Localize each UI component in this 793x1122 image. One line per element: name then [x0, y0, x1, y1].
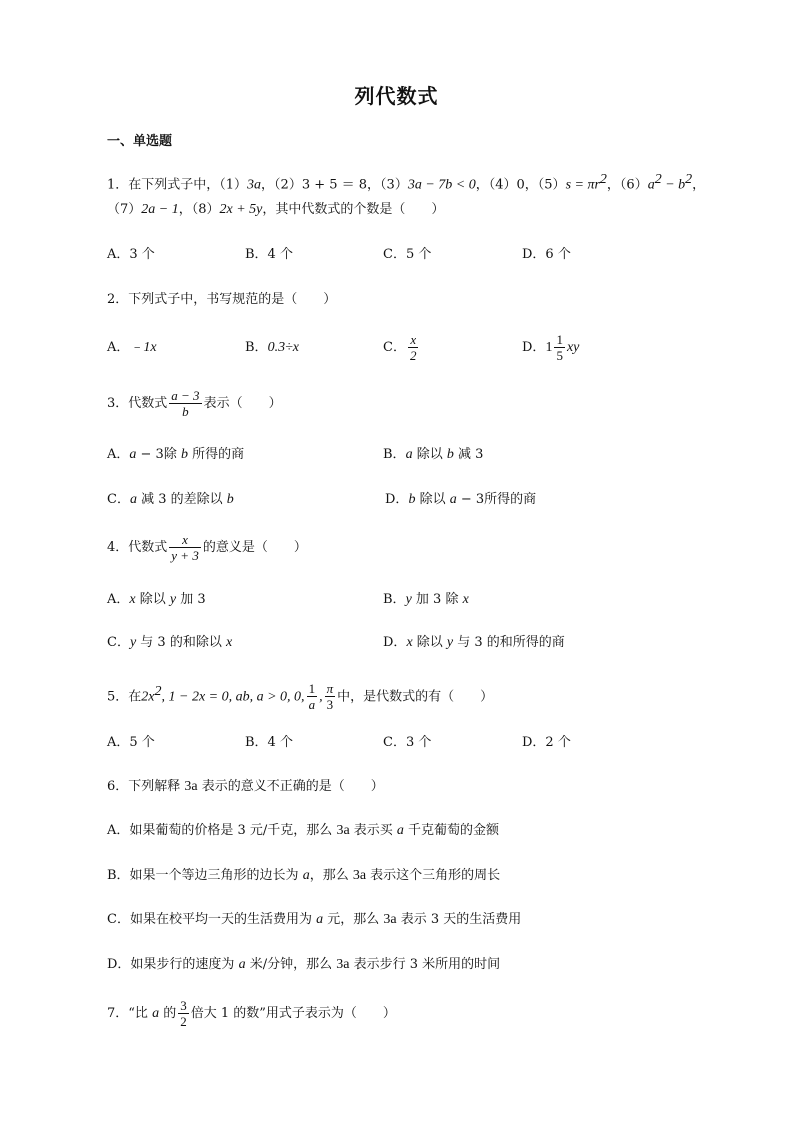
- math-expr: a: [316, 912, 324, 927]
- option-text: − 3除: [136, 447, 181, 462]
- math-expr: b: [180, 447, 188, 462]
- math-expr: a: [396, 823, 404, 838]
- math-expr: 3a: [383, 912, 397, 927]
- option-text: 表示 3 天的生活费用: [396, 912, 522, 927]
- q4-option-c[interactable]: [107, 633, 232, 653]
- question-1-text: ，（4）0，（5）: [475, 177, 566, 193]
- option-text: 除以: [412, 447, 447, 462]
- fraction-denominator: b: [182, 404, 189, 419]
- exponent: 2: [154, 684, 162, 699]
- exponent: 2: [654, 172, 662, 187]
- question-5-text: 5．在: [107, 689, 142, 705]
- fraction-denominator: a: [308, 697, 316, 713]
- question-1-text: ，（6）: [606, 177, 648, 193]
- q3-option-a[interactable]: [107, 445, 244, 465]
- q2-option-c[interactable]: [383, 330, 420, 366]
- math-expr: s = πr: [565, 177, 600, 193]
- option-text: 千克葡萄的金额: [403, 823, 500, 838]
- math-expr: a: [129, 492, 137, 507]
- option-text: 除以: [135, 592, 170, 607]
- option-label: D．: [522, 340, 546, 355]
- math-expr: a: [405, 447, 413, 462]
- fraction-numerator: π: [326, 681, 334, 697]
- question-1-line-2: [107, 200, 444, 220]
- q6-option-a[interactable]: [107, 821, 499, 841]
- question-5-text: 中，是代数式的有（ ）: [337, 689, 494, 705]
- math-expr: 3a: [247, 177, 262, 193]
- math-expr: b: [408, 492, 416, 507]
- option-label: B．: [383, 447, 406, 462]
- option-text: 表示这个三角形的周长: [366, 868, 501, 883]
- question-7-text: 倍大 1 的数”用式子表示为（ ）: [190, 1006, 396, 1021]
- question-1-text: ，: [692, 177, 706, 193]
- math-expr: 0.3÷x: [267, 340, 299, 355]
- option-text: 元，那么: [323, 912, 384, 927]
- math-expr: y: [169, 592, 177, 607]
- option-text: 除以: [412, 635, 447, 650]
- math-expr: 3a: [336, 957, 350, 972]
- question-5-stem: [107, 674, 493, 715]
- math-expr: y: [405, 592, 412, 607]
- math-expr: b: [226, 492, 234, 507]
- math-expr: ﹣1x: [129, 340, 157, 355]
- q1-option-a[interactable]: A．3 个: [107, 247, 155, 262]
- option-text: 除以: [415, 492, 450, 507]
- option-text: 与 3 的和所得的商: [453, 635, 565, 650]
- option-label: C．: [107, 635, 130, 650]
- math-expr: 2x: [141, 689, 155, 705]
- math-expr: 2a − 1: [141, 202, 179, 217]
- option-label: B．: [245, 340, 268, 355]
- option-text: B．如果一个等边三角形的边长为: [107, 868, 303, 883]
- q5-option-c[interactable]: C．3 个: [383, 735, 432, 750]
- fraction: [408, 332, 419, 363]
- math-expr: xy: [566, 340, 580, 355]
- mixed-number-whole: 1: [545, 340, 553, 355]
- q4-option-b[interactable]: [383, 590, 469, 610]
- option-label: C．: [383, 340, 406, 355]
- exponent: 2: [599, 172, 607, 187]
- math-expr: x: [225, 635, 233, 650]
- math-expr: y: [446, 635, 454, 650]
- fraction-numerator: 3: [180, 998, 187, 1013]
- option-text: 米/分钟，那么: [245, 957, 337, 972]
- q4-option-d[interactable]: [383, 633, 565, 653]
- fraction: [554, 332, 565, 363]
- q6-option-c[interactable]: [107, 910, 521, 930]
- q5-option-b[interactable]: B．4 个: [245, 735, 293, 750]
- option-label: A．: [107, 592, 130, 607]
- q5-option-d[interactable]: D．2 个: [522, 735, 571, 750]
- math-expr: a: [302, 868, 310, 883]
- fraction-numerator: x: [408, 332, 419, 348]
- option-label: B．: [383, 592, 406, 607]
- option-label: D．: [383, 635, 407, 650]
- question-1-line-1: [107, 170, 705, 195]
- math-expr: − b: [661, 177, 686, 193]
- question-3-text: 3．代数式: [107, 396, 168, 411]
- q1-option-c[interactable]: C．5 个: [383, 247, 432, 262]
- option-label: A．: [107, 340, 130, 355]
- math-expr: 3a − 7b < 0: [407, 177, 476, 193]
- option-text: 表示买: [349, 823, 397, 838]
- option-text: 加 3 除: [411, 592, 463, 607]
- math-expr: a: [238, 957, 246, 972]
- fraction: [178, 998, 189, 1029]
- math-expr: x: [129, 592, 136, 607]
- math-expr: x: [406, 635, 413, 650]
- question-3-text: 表示（ ）: [203, 396, 282, 411]
- q2-option-a[interactable]: [107, 338, 157, 358]
- fraction: [169, 388, 201, 419]
- option-text: 加 3: [176, 592, 206, 607]
- question-4-text: 的意义是（ ）: [202, 540, 307, 555]
- question-1-prefix: 1．在下列式子中，（1）: [107, 177, 248, 193]
- option-text: 与 3 的和除以: [136, 635, 226, 650]
- q1-option-d[interactable]: D．6 个: [522, 247, 571, 262]
- q2-option-b[interactable]: [245, 338, 299, 358]
- fraction-denominator: 2: [409, 348, 417, 363]
- question-7-text: 的: [159, 1006, 177, 1021]
- fraction: [307, 681, 318, 712]
- q2-option-d[interactable]: [522, 330, 579, 366]
- question-1-text: ，（8）: [178, 202, 220, 217]
- question-3-stem: [107, 386, 282, 422]
- option-label: C．: [107, 492, 130, 507]
- math-expr: b: [446, 447, 454, 462]
- option-text: A．如果葡萄的价格是 3 元/千克，那么: [107, 823, 337, 838]
- math-expr: , 1 − 2x = 0, ab, a > 0, 0,: [161, 689, 305, 705]
- fraction: [169, 532, 201, 563]
- option-text: D．如果步行的速度为: [107, 957, 239, 972]
- math-expr: 3a: [184, 779, 198, 794]
- q6-option-d[interactable]: [107, 955, 500, 975]
- question-6-text: 表示的意义不正确的是（ ）: [197, 779, 384, 794]
- section-heading: 一、单选题: [107, 134, 173, 149]
- question-4-text: 4．代数式: [107, 540, 168, 555]
- fraction-denominator: 3: [326, 697, 334, 713]
- fraction-denominator: 5: [556, 348, 563, 363]
- fraction-numerator: x: [169, 532, 201, 548]
- option-text: 表示步行 3 米所用的时间: [349, 957, 501, 972]
- option-text: 所得的商: [187, 447, 245, 462]
- math-expr: a: [449, 492, 457, 507]
- math-expr: 2x + 5y: [219, 202, 263, 217]
- exponent: 2: [685, 172, 693, 187]
- math-expr: 3a: [352, 868, 367, 883]
- q4-option-a[interactable]: [107, 590, 206, 610]
- option-label: D．: [385, 492, 409, 507]
- question-7-stem: [107, 996, 396, 1032]
- q3-option-c[interactable]: [107, 490, 234, 510]
- option-text: 减 3 的差除以: [136, 492, 227, 507]
- math-expr: a: [152, 1006, 160, 1021]
- q3-option-b[interactable]: [383, 445, 483, 465]
- fraction-numerator: 1: [556, 332, 563, 347]
- fraction: [325, 681, 336, 712]
- option-text: ，那么: [309, 868, 353, 883]
- question-1-text: （7）: [107, 202, 142, 217]
- fraction-numerator: a − 3: [171, 388, 200, 403]
- math-expr: y: [129, 635, 137, 650]
- question-1-text: ，（2）3 + 5 ＝ 8，（3）: [261, 177, 408, 193]
- page-title: 列代数式: [354, 84, 439, 108]
- q1-option-b[interactable]: B．4 个: [245, 247, 293, 262]
- question-4-stem: [107, 530, 307, 566]
- fraction-numerator: 1: [308, 681, 316, 697]
- question-1-text: ，其中代数式的个数是（ ）: [262, 202, 445, 217]
- math-expr: a: [647, 177, 655, 193]
- option-text: − 3所得的商: [456, 492, 537, 507]
- q3-option-d[interactable]: [385, 490, 536, 510]
- math-expr: x: [462, 592, 469, 607]
- math-expr: ,: [319, 689, 323, 705]
- question-6-text: 6．下列解释: [107, 779, 185, 794]
- option-text: 减 3: [453, 447, 484, 462]
- q5-option-a[interactable]: A．5 个: [107, 735, 155, 750]
- q6-option-b[interactable]: [107, 866, 500, 886]
- math-expr: 3a: [336, 823, 350, 838]
- math-expr: a: [129, 447, 137, 462]
- fraction-denominator: y + 3: [171, 548, 199, 563]
- question-6-stem: [107, 777, 384, 797]
- question-2-stem: 2．下列式子中，书写规范的是（ ）: [107, 292, 337, 307]
- question-7-text: 7．“比: [107, 1006, 153, 1021]
- fraction-denominator: 2: [180, 1014, 187, 1029]
- option-text: C．如果在校平均一天的生活费用为: [107, 912, 317, 927]
- option-label: A．: [107, 447, 130, 462]
